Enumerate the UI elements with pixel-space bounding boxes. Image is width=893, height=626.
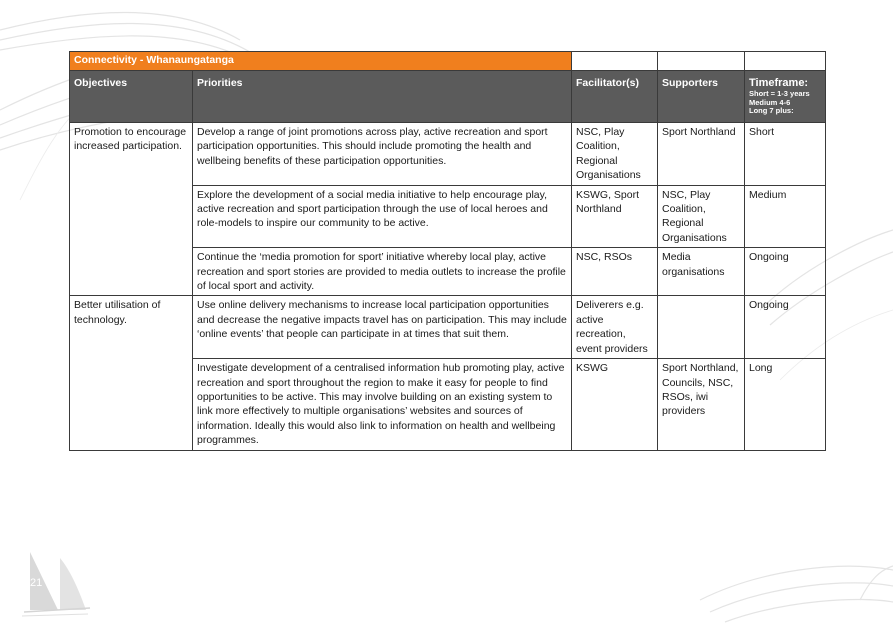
header-objectives: Objectives xyxy=(70,71,193,123)
header-timeframe xyxy=(745,71,826,123)
priority-cell: Use online delivery mechanisms to increase local participation opportunities and decrease the negative impacts travel has on participation. This may include ‘online events’ that people can participate in at times that suit them. xyxy=(193,296,572,359)
supporter-cell: Sport Northland, Councils, NSC, RSOs, iwi providers xyxy=(658,359,745,450)
section-title: Connectivity - Whanaungatanga xyxy=(70,52,572,71)
supporter-cell: NSC, Play Coalition, Regional Organisations xyxy=(658,185,745,248)
priority-cell: Continue the ‘media promotion for sport’ initiative whereby local play, active recreation and sport stories are provided to media outlets to increase the profile of local sport and activity. xyxy=(193,248,572,296)
timeframe-cell: Long xyxy=(745,359,826,450)
timeframe-cell: Ongoing xyxy=(745,296,826,359)
timeframe-medium: Medium 4-6 xyxy=(749,97,791,107)
header-priorities: Priorities xyxy=(193,71,572,123)
timeframe-label: Timeframe: xyxy=(749,77,809,89)
priority-cell: Develop a range of joint promotions across play, active recreation and sport participation opportunities. This should include promoting the health and wellbeing benefits of these participation opportunities. xyxy=(193,123,572,186)
facilitator-cell: NSC, Play Coalition, Regional Organisations xyxy=(572,123,658,186)
timeframe-cell: Short xyxy=(745,123,826,186)
header-facilitators: Facilitator(s) xyxy=(572,71,658,123)
priority-cell: Investigate development of a centralised information hub promoting play, active recreation and sport throughout the region to make it easy for people to find opportunities to be active. This may involve building on an existing system to link more effectively to multiple organisations’ websites and sources of information. Ideally this would also link to information on health and wellbeing programmes. xyxy=(193,359,572,450)
table-row xyxy=(70,296,826,359)
timeframe-long: Long 7 plus: xyxy=(749,106,794,116)
section-title-row xyxy=(70,52,826,71)
priority-cell: Explore the development of a social media initiative to help encourage play, active recreation and sport participation through the use of local heroes and role-models to inspire our community to be active. xyxy=(193,185,572,248)
objective-cell: Promotion to encourage increased participation. xyxy=(70,123,193,296)
facilitator-cell: Deliverers e.g. active recreation, event providers xyxy=(572,296,658,359)
timeframe-cell: Ongoing xyxy=(745,248,826,296)
strategy-table xyxy=(69,51,826,451)
supporter-cell: Media organisations xyxy=(658,248,745,296)
facilitator-cell: KSWG xyxy=(572,359,658,450)
supporter-cell xyxy=(658,296,745,359)
page-number: 21 xyxy=(30,577,43,589)
timeframe-cell: Medium xyxy=(745,185,826,248)
header-row xyxy=(70,71,826,123)
header-supporters: Supporters xyxy=(658,71,745,123)
timeframe-short: Short = 1-3 years xyxy=(749,89,810,99)
objective-cell: Better utilisation of technology. xyxy=(70,296,193,450)
facilitator-cell: KSWG, Sport Northland xyxy=(572,185,658,248)
facilitator-cell: NSC, RSOs xyxy=(572,248,658,296)
supporter-cell: Sport Northland xyxy=(658,123,745,186)
table-row xyxy=(70,123,826,186)
